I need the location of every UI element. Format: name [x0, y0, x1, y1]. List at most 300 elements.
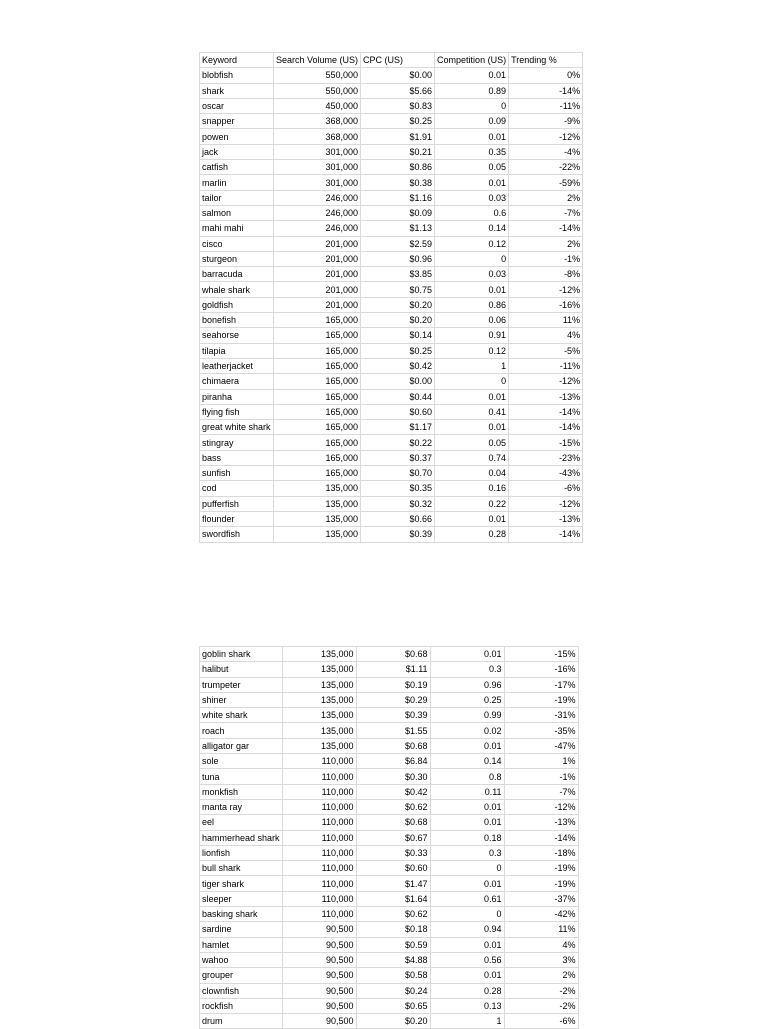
cpc-cell: $0.44 — [361, 389, 435, 404]
search-volume-cell: 110,000 — [282, 754, 356, 769]
search-volume-cell: 135,000 — [282, 677, 356, 692]
competition-cell: 0.18 — [430, 830, 504, 845]
table-row — [200, 907, 579, 922]
table-row — [200, 205, 583, 220]
search-volume-cell: 201,000 — [274, 236, 361, 251]
cpc-cell: $0.67 — [356, 830, 430, 845]
table-row — [200, 420, 583, 435]
trending-cell: -59% — [509, 175, 583, 190]
cpc-cell: $0.20 — [356, 1014, 430, 1029]
search-volume-cell: 135,000 — [274, 481, 361, 496]
cpc-cell: $0.75 — [361, 282, 435, 297]
competition-cell: 0.13 — [430, 998, 504, 1013]
cpc-cell: $0.42 — [361, 358, 435, 373]
cpc-cell: $0.33 — [356, 845, 430, 860]
search-volume-cell: 110,000 — [282, 784, 356, 799]
keyword-table-page-2 — [199, 646, 579, 1029]
trending-cell: 0% — [509, 68, 583, 83]
cpc-cell: $4.88 — [356, 952, 430, 967]
search-volume-cell: 135,000 — [274, 496, 361, 511]
cpc-cell: $0.35 — [361, 481, 435, 496]
competition-cell: 0.05 — [435, 160, 509, 175]
keyword-cell: lionfish — [200, 845, 283, 860]
keyword-cell: clownfish — [200, 983, 283, 998]
trending-cell: -2% — [504, 983, 578, 998]
trending-cell: -7% — [504, 784, 578, 799]
keyword-cell: basking shark — [200, 907, 283, 922]
table-row — [200, 891, 579, 906]
competition-cell: 0.06 — [435, 313, 509, 328]
keyword-cell: roach — [200, 723, 283, 738]
trending-cell: -47% — [504, 738, 578, 753]
competition-cell: 0.14 — [435, 221, 509, 236]
trending-cell: -2% — [504, 998, 578, 1013]
competition-cell: 0 — [435, 374, 509, 389]
keyword-cell: pufferfish — [200, 496, 274, 511]
table-row — [200, 435, 583, 450]
table-row — [200, 511, 583, 526]
search-volume-cell: 368,000 — [274, 129, 361, 144]
competition-cell: 0.22 — [435, 496, 509, 511]
search-volume-cell: 90,500 — [282, 998, 356, 1013]
trending-cell: -31% — [504, 708, 578, 723]
search-volume-cell: 165,000 — [274, 374, 361, 389]
keyword-cell: shiner — [200, 692, 283, 707]
competition-cell: 0.3 — [430, 662, 504, 677]
competition-cell: 0.01 — [435, 282, 509, 297]
header-trending: Trending % — [509, 53, 583, 68]
trending-cell: 4% — [504, 937, 578, 952]
search-volume-cell: 201,000 — [274, 282, 361, 297]
cpc-cell: $0.30 — [356, 769, 430, 784]
search-volume-cell: 110,000 — [282, 861, 356, 876]
header-competition: Competition (US) — [435, 53, 509, 68]
table-row — [200, 876, 579, 891]
trending-cell: -1% — [504, 769, 578, 784]
cpc-cell: $0.68 — [356, 815, 430, 830]
competition-cell: 0.01 — [435, 68, 509, 83]
competition-cell: 0.35 — [435, 144, 509, 159]
competition-cell: 0.01 — [430, 968, 504, 983]
table-row — [200, 815, 579, 830]
competition-cell: 0.6 — [435, 205, 509, 220]
keyword-cell: bass — [200, 450, 274, 465]
keyword-cell: chimaera — [200, 374, 274, 389]
search-volume-cell: 165,000 — [274, 466, 361, 481]
cpc-cell: $0.62 — [356, 799, 430, 814]
trending-cell: 4% — [509, 328, 583, 343]
cpc-cell: $0.24 — [356, 983, 430, 998]
table-row — [200, 1014, 579, 1029]
trending-cell: -5% — [509, 343, 583, 358]
search-volume-cell: 301,000 — [274, 175, 361, 190]
table-row — [200, 221, 583, 236]
competition-cell: 0.01 — [435, 175, 509, 190]
competition-cell: 0.94 — [430, 922, 504, 937]
table-row — [200, 527, 583, 542]
trending-cell: -42% — [504, 907, 578, 922]
cpc-cell: $0.25 — [361, 343, 435, 358]
table-row — [200, 313, 583, 328]
search-volume-cell: 90,500 — [282, 922, 356, 937]
keyword-cell: wahoo — [200, 952, 283, 967]
trending-cell: -13% — [509, 389, 583, 404]
trending-cell: 11% — [504, 922, 578, 937]
cpc-cell: $0.19 — [356, 677, 430, 692]
cpc-cell: $1.17 — [361, 420, 435, 435]
search-volume-cell: 90,500 — [282, 968, 356, 983]
search-volume-cell: 368,000 — [274, 114, 361, 129]
cpc-cell: $0.83 — [361, 98, 435, 113]
table-row — [200, 160, 583, 175]
search-volume-cell: 246,000 — [274, 205, 361, 220]
keyword-cell: bull shark — [200, 861, 283, 876]
table-row — [200, 952, 579, 967]
table-row — [200, 328, 583, 343]
table-row — [200, 98, 583, 113]
competition-cell: 0.09 — [435, 114, 509, 129]
table-row — [200, 922, 579, 937]
trending-cell: -12% — [509, 374, 583, 389]
search-volume-cell: 301,000 — [274, 144, 361, 159]
competition-cell: 0.91 — [435, 328, 509, 343]
cpc-cell: $0.20 — [361, 297, 435, 312]
keyword-cell: shark — [200, 83, 274, 98]
keyword-cell: stingray — [200, 435, 274, 450]
table-row — [200, 662, 579, 677]
search-volume-cell: 135,000 — [282, 738, 356, 753]
search-volume-cell: 110,000 — [282, 815, 356, 830]
competition-cell: 0.01 — [430, 738, 504, 753]
trending-cell: -17% — [504, 677, 578, 692]
trending-cell: 2% — [509, 236, 583, 251]
cpc-cell: $0.68 — [356, 647, 430, 662]
trending-cell: 1% — [504, 754, 578, 769]
search-volume-cell: 165,000 — [274, 358, 361, 373]
trending-cell: -16% — [504, 662, 578, 677]
competition-cell: 0 — [430, 861, 504, 876]
table-row — [200, 861, 579, 876]
table-row — [200, 144, 583, 159]
competition-cell: 0.03 — [435, 267, 509, 282]
table-row — [200, 830, 579, 845]
search-volume-cell: 110,000 — [282, 907, 356, 922]
table-row — [200, 998, 579, 1013]
competition-cell: 0.96 — [430, 677, 504, 692]
search-volume-cell: 135,000 — [274, 527, 361, 542]
search-volume-cell: 135,000 — [282, 723, 356, 738]
keyword-cell: rockfish — [200, 998, 283, 1013]
search-volume-cell: 165,000 — [274, 420, 361, 435]
cpc-cell: $0.22 — [361, 435, 435, 450]
keyword-cell: tailor — [200, 190, 274, 205]
cpc-cell: $1.91 — [361, 129, 435, 144]
table-row — [200, 677, 579, 692]
competition-cell: 0.12 — [435, 343, 509, 358]
competition-cell: 0.99 — [430, 708, 504, 723]
keyword-cell: flounder — [200, 511, 274, 526]
keyword-cell: sunfish — [200, 466, 274, 481]
competition-cell: 0.01 — [435, 129, 509, 144]
competition-cell: 0.89 — [435, 83, 509, 98]
trending-cell: -12% — [509, 282, 583, 297]
keyword-cell: seahorse — [200, 328, 274, 343]
cpc-cell: $0.14 — [361, 328, 435, 343]
table-row — [200, 358, 583, 373]
search-volume-cell: 246,000 — [274, 190, 361, 205]
table-body-page-2 — [200, 647, 579, 1029]
table-row — [200, 404, 583, 419]
table-row — [200, 129, 583, 144]
trending-cell: -12% — [504, 799, 578, 814]
keyword-cell: jack — [200, 144, 274, 159]
table-row — [200, 708, 579, 723]
keyword-cell: snapper — [200, 114, 274, 129]
keyword-cell: powen — [200, 129, 274, 144]
search-volume-cell: 110,000 — [282, 876, 356, 891]
trending-cell: -15% — [509, 435, 583, 450]
table-row — [200, 450, 583, 465]
table-row — [200, 647, 579, 662]
header-cpc: CPC (US) — [361, 53, 435, 68]
competition-cell: 0.02 — [430, 723, 504, 738]
trending-cell: -6% — [504, 1014, 578, 1029]
cpc-cell: $0.21 — [361, 144, 435, 159]
trending-cell: -19% — [504, 876, 578, 891]
trending-cell: -8% — [509, 267, 583, 282]
keyword-cell: white shark — [200, 708, 283, 723]
search-volume-cell: 301,000 — [274, 160, 361, 175]
cpc-cell: $0.25 — [361, 114, 435, 129]
cpc-cell: $0.62 — [356, 907, 430, 922]
competition-cell: 0.41 — [435, 404, 509, 419]
competition-cell: 0.3 — [430, 845, 504, 860]
trending-cell: -14% — [509, 404, 583, 419]
cpc-cell: $0.37 — [361, 450, 435, 465]
search-volume-cell: 90,500 — [282, 937, 356, 952]
keyword-cell: mahi mahi — [200, 221, 274, 236]
table-row — [200, 343, 583, 358]
search-volume-cell: 550,000 — [274, 83, 361, 98]
cpc-cell: $6.84 — [356, 754, 430, 769]
cpc-cell: $0.70 — [361, 466, 435, 481]
keyword-cell: blobfish — [200, 68, 274, 83]
search-volume-cell: 90,500 — [282, 952, 356, 967]
cpc-cell: $0.18 — [356, 922, 430, 937]
header-search-volume: Search Volume (US) — [274, 53, 361, 68]
competition-cell: 0.11 — [430, 784, 504, 799]
competition-cell: 0.01 — [430, 799, 504, 814]
cpc-cell: $1.11 — [356, 662, 430, 677]
competition-cell: 1 — [435, 358, 509, 373]
trending-cell: -15% — [504, 647, 578, 662]
cpc-cell: $0.32 — [361, 496, 435, 511]
cpc-cell: $1.55 — [356, 723, 430, 738]
trending-cell: -14% — [509, 420, 583, 435]
table-row — [200, 481, 583, 496]
competition-cell: 0.28 — [435, 527, 509, 542]
cpc-cell: $0.68 — [356, 738, 430, 753]
keyword-cell: bonefish — [200, 313, 274, 328]
table-row — [200, 784, 579, 799]
search-volume-cell: 201,000 — [274, 267, 361, 282]
cpc-cell: $0.39 — [356, 708, 430, 723]
table-row — [200, 175, 583, 190]
competition-cell: 0.28 — [430, 983, 504, 998]
competition-cell: 1 — [430, 1014, 504, 1029]
keyword-cell: cod — [200, 481, 274, 496]
table-row — [200, 267, 583, 282]
keyword-cell: goldfish — [200, 297, 274, 312]
search-volume-cell: 135,000 — [282, 708, 356, 723]
keyword-cell: sleeper — [200, 891, 283, 906]
trending-cell: -7% — [509, 205, 583, 220]
trending-cell: -19% — [504, 861, 578, 876]
keyword-cell: monkfish — [200, 784, 283, 799]
cpc-cell: $0.66 — [361, 511, 435, 526]
table-body-page-1 — [200, 68, 583, 542]
competition-cell: 0.01 — [430, 876, 504, 891]
cpc-cell: $3.85 — [361, 267, 435, 282]
table-row — [200, 968, 579, 983]
trending-cell: -22% — [509, 160, 583, 175]
search-volume-cell: 450,000 — [274, 98, 361, 113]
header-row — [200, 53, 583, 68]
cpc-cell: $1.47 — [356, 876, 430, 891]
table-row — [200, 754, 579, 769]
search-volume-cell: 550,000 — [274, 68, 361, 83]
competition-cell: 0.61 — [430, 891, 504, 906]
keyword-cell: piranha — [200, 389, 274, 404]
competition-cell: 0.04 — [435, 466, 509, 481]
cpc-cell: $0.20 — [361, 313, 435, 328]
cpc-cell: $0.09 — [361, 205, 435, 220]
table-row — [200, 68, 583, 83]
keyword-cell: alligator gar — [200, 738, 283, 753]
table-row — [200, 799, 579, 814]
table-row — [200, 374, 583, 389]
competition-cell: 0 — [435, 251, 509, 266]
competition-cell: 0.01 — [435, 420, 509, 435]
keyword-cell: trumpeter — [200, 677, 283, 692]
trending-cell: -12% — [509, 129, 583, 144]
competition-cell: 0.12 — [435, 236, 509, 251]
table-row — [200, 236, 583, 251]
trending-cell: 3% — [504, 952, 578, 967]
search-volume-cell: 165,000 — [274, 328, 361, 343]
keyword-cell: eel — [200, 815, 283, 830]
search-volume-cell: 165,000 — [274, 404, 361, 419]
cpc-cell: $0.86 — [361, 160, 435, 175]
trending-cell: -9% — [509, 114, 583, 129]
trending-cell: -11% — [509, 358, 583, 373]
cpc-cell: $1.16 — [361, 190, 435, 205]
competition-cell: 0.03 — [435, 190, 509, 205]
keyword-cell: drum — [200, 1014, 283, 1029]
table-row — [200, 845, 579, 860]
keyword-cell: swordfish — [200, 527, 274, 542]
keyword-cell: leatherjacket — [200, 358, 274, 373]
header-keyword: Keyword — [200, 53, 274, 68]
trending-cell: -12% — [509, 496, 583, 511]
competition-cell: 0 — [435, 98, 509, 113]
cpc-cell: $1.13 — [361, 221, 435, 236]
cpc-cell: $0.59 — [356, 937, 430, 952]
table-row — [200, 466, 583, 481]
cpc-cell: $0.96 — [361, 251, 435, 266]
keyword-table-page-1 — [199, 52, 583, 543]
trending-cell: 11% — [509, 313, 583, 328]
search-volume-cell: 90,500 — [282, 983, 356, 998]
table-row — [200, 297, 583, 312]
competition-cell: 0 — [430, 907, 504, 922]
trending-cell: -11% — [509, 98, 583, 113]
competition-cell: 0.16 — [435, 481, 509, 496]
keyword-cell: tilapia — [200, 343, 274, 358]
cpc-cell: $0.60 — [356, 861, 430, 876]
search-volume-cell: 165,000 — [274, 389, 361, 404]
keyword-cell: hammerhead shark — [200, 830, 283, 845]
keyword-cell: salmon — [200, 205, 274, 220]
search-volume-cell: 110,000 — [282, 891, 356, 906]
trending-cell: -16% — [509, 297, 583, 312]
table-row — [200, 83, 583, 98]
keyword-cell: hamlet — [200, 937, 283, 952]
table-row — [200, 496, 583, 511]
trending-cell: -14% — [504, 830, 578, 845]
table-row — [200, 190, 583, 205]
table-row — [200, 937, 579, 952]
trending-cell: -13% — [509, 511, 583, 526]
cpc-cell: $2.59 — [361, 236, 435, 251]
competition-cell: 0.14 — [430, 754, 504, 769]
competition-cell: 0.86 — [435, 297, 509, 312]
keyword-cell: marlin — [200, 175, 274, 190]
competition-cell: 0.01 — [430, 815, 504, 830]
competition-cell: 0.05 — [435, 435, 509, 450]
table-row — [200, 738, 579, 753]
table-row — [200, 983, 579, 998]
keyword-cell: sole — [200, 754, 283, 769]
trending-cell: -14% — [509, 527, 583, 542]
keyword-cell: manta ray — [200, 799, 283, 814]
trending-cell: -23% — [509, 450, 583, 465]
keyword-cell: tiger shark — [200, 876, 283, 891]
competition-cell: 0.74 — [435, 450, 509, 465]
cpc-cell: $0.42 — [356, 784, 430, 799]
cpc-cell: $0.39 — [361, 527, 435, 542]
cpc-cell: $5.66 — [361, 83, 435, 98]
keyword-cell: halibut — [200, 662, 283, 677]
search-volume-cell: 90,500 — [282, 1014, 356, 1029]
keyword-cell: grouper — [200, 968, 283, 983]
keyword-cell: great white shark — [200, 420, 274, 435]
table-row — [200, 282, 583, 297]
search-volume-cell: 201,000 — [274, 297, 361, 312]
trending-cell: 2% — [504, 968, 578, 983]
keyword-cell: barracuda — [200, 267, 274, 282]
search-volume-cell: 135,000 — [282, 662, 356, 677]
table-row — [200, 251, 583, 266]
cpc-cell: $0.65 — [356, 998, 430, 1013]
competition-cell: 0.01 — [430, 937, 504, 952]
search-volume-cell: 135,000 — [274, 511, 361, 526]
table-row — [200, 692, 579, 707]
search-volume-cell: 110,000 — [282, 799, 356, 814]
trending-cell: -4% — [509, 144, 583, 159]
keyword-cell: flying fish — [200, 404, 274, 419]
trending-cell: -13% — [504, 815, 578, 830]
